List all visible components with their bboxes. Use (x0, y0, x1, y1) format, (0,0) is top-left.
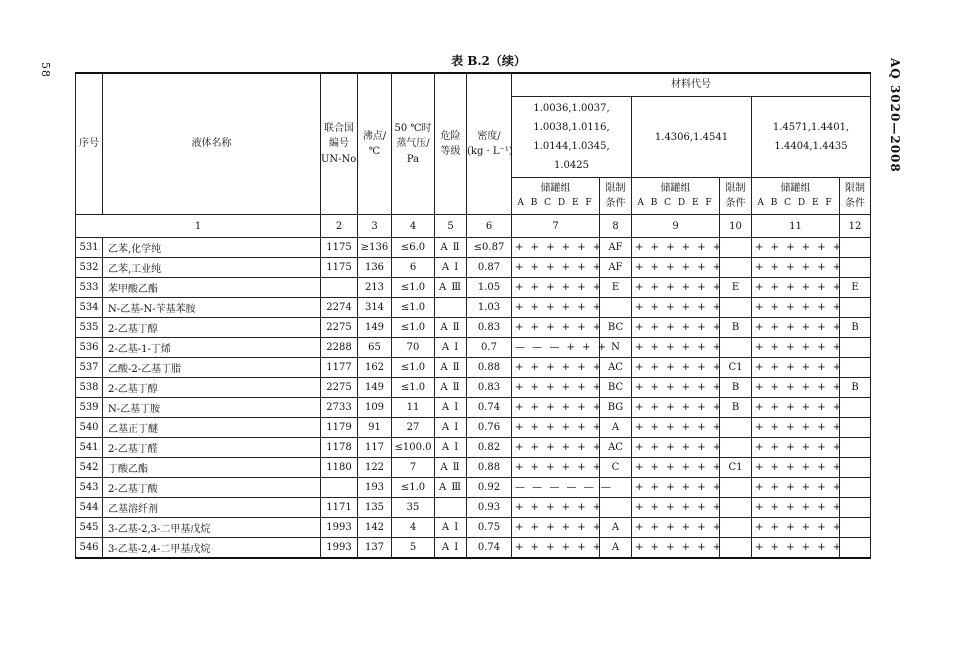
table-row (76, 238, 871, 258)
tank-group-2-ratings: + + + + + + (632, 338, 720, 358)
tank-group-3-ratings: + + + + + + (752, 478, 840, 498)
liquid-name: 苯甲酸乙酯 (103, 278, 321, 298)
limit-condition-1 (600, 498, 632, 518)
tank-group-1-ratings: + + + + + + (512, 258, 600, 278)
tank-group-2-ratings: + + + + + + (632, 518, 720, 538)
liquid-name: 3-乙基-2,3-二甲基戊烷 (103, 518, 321, 538)
liquid-name: 2-乙基丁酸 (103, 478, 321, 498)
limit-condition-2 (720, 258, 752, 278)
density: 0.88 (467, 458, 512, 478)
column-number: 5 (435, 215, 467, 238)
boiling-point: 162 (358, 358, 392, 378)
row-number: 532 (76, 258, 103, 278)
tank-group-2-ratings: + + + + + + (632, 478, 720, 498)
limit-condition-2 (720, 498, 752, 518)
limit-condition-2: C1 (720, 458, 752, 478)
limit-condition-2 (720, 238, 752, 258)
un-number: 1993 (321, 538, 358, 559)
table-row (76, 258, 871, 278)
density: 0.92 (467, 478, 512, 498)
limit-condition-2 (720, 298, 752, 318)
column-number: 9 (632, 215, 720, 238)
limit-condition-1: AC (600, 358, 632, 378)
tank-group-1-ratings: + + + + + + (512, 298, 600, 318)
limit-condition-3 (840, 518, 871, 538)
limit-condition-3 (840, 458, 871, 478)
column-number-row (76, 215, 871, 238)
vapor-pressure: ≤1.0 (392, 298, 435, 318)
liquid-name: 乙苯,化学纯 (103, 238, 321, 258)
column-number: 3 (358, 215, 392, 238)
vapor-pressure: ≤1.0 (392, 358, 435, 378)
column-number: 6 (467, 215, 512, 238)
header-seq: 序号 (76, 73, 103, 215)
limit-condition-3 (840, 418, 871, 438)
header-tank-group-3: 储罐组 A B C D E F (752, 178, 840, 215)
table-row (76, 478, 871, 498)
tank-group-2-ratings: + + + + + + (632, 538, 720, 559)
row-number: 540 (76, 418, 103, 438)
boiling-point: 117 (358, 438, 392, 458)
column-number: 1 (76, 215, 321, 238)
hazard-class: A Ⅲ (435, 278, 467, 298)
limit-condition-2 (720, 518, 752, 538)
limit-condition-3 (840, 498, 871, 518)
column-number: 10 (720, 215, 752, 238)
limit-condition-3 (840, 438, 871, 458)
tank-group-3-ratings: + + + + + + (752, 418, 840, 438)
limit-condition-1: A (600, 418, 632, 438)
tank-group-3-ratings: + + + + + + (752, 318, 840, 338)
row-number: 546 (76, 538, 103, 559)
table-row (76, 358, 871, 378)
tank-group-3-ratings: + + + + + + (752, 498, 840, 518)
vapor-pressure: ≤1.0 (392, 318, 435, 338)
limit-condition-2: E (720, 278, 752, 298)
table-row (76, 458, 871, 478)
row-number: 544 (76, 498, 103, 518)
un-number: 2275 (321, 378, 358, 398)
tank-group-2-ratings: + + + + + + (632, 238, 720, 258)
tank-group-2-ratings: + + + + + + (632, 378, 720, 398)
vapor-pressure: ≤1.0 (392, 278, 435, 298)
vapor-pressure: 6 (392, 258, 435, 278)
vapor-pressure: ≤1.0 (392, 378, 435, 398)
density: 0.93 (467, 498, 512, 518)
tank-group-1-ratings: + + + + + + (512, 538, 600, 559)
tank-group-1-ratings: — — — — — — (512, 478, 600, 498)
table-row (76, 338, 871, 358)
row-number: 538 (76, 378, 103, 398)
liquid-name: 3-乙基-2,4-二甲基戊烷 (103, 538, 321, 559)
liquid-material-table (75, 72, 871, 559)
table-body (76, 238, 871, 559)
table-row (76, 498, 871, 518)
limit-condition-3: B (840, 318, 871, 338)
liquid-name: 2-乙基-1-丁烯 (103, 338, 321, 358)
un-number: 1171 (321, 498, 358, 518)
density: 0.74 (467, 398, 512, 418)
vapor-pressure: 4 (392, 518, 435, 538)
vapor-pressure: 5 (392, 538, 435, 559)
density: 0.87 (467, 258, 512, 278)
hazard-class (435, 498, 467, 518)
un-number: 1180 (321, 458, 358, 478)
header-boiling-point: 沸点/ ℃ (358, 73, 392, 215)
tank-group-3-ratings: + + + + + + (752, 258, 840, 278)
un-number: 1178 (321, 438, 358, 458)
limit-condition-3 (840, 358, 871, 378)
limit-condition-1: BC (600, 378, 632, 398)
limit-condition-1: BG (600, 398, 632, 418)
un-number (321, 278, 358, 298)
standard-code: AQ 3020—2008 (888, 58, 902, 173)
page-number: 58 (39, 62, 52, 78)
hazard-class: A Ⅲ (435, 478, 467, 498)
hazard-class (435, 298, 467, 318)
boiling-point: 109 (358, 398, 392, 418)
boiling-point: 149 (358, 318, 392, 338)
tank-group-1-ratings: + + + + + + (512, 278, 600, 298)
limit-condition-2 (720, 338, 752, 358)
un-number: 2288 (321, 338, 358, 358)
hazard-class: A Ⅰ (435, 518, 467, 538)
density: 0.76 (467, 418, 512, 438)
tank-group-1-ratings: + + + + + + (512, 238, 600, 258)
limit-condition-2 (720, 418, 752, 438)
density: 0.75 (467, 518, 512, 538)
liquid-name: 丁酸乙酯 (103, 458, 321, 478)
header-name: 液体名称 (103, 73, 321, 215)
tank-group-1-ratings: + + + + + + (512, 398, 600, 418)
limit-condition-3 (840, 338, 871, 358)
tank-group-3-ratings: + + + + + + (752, 458, 840, 478)
limit-condition-1: E (600, 278, 632, 298)
limit-condition-1: BC (600, 318, 632, 338)
liquid-name: 2-乙基丁醛 (103, 438, 321, 458)
hazard-class: A Ⅱ (435, 238, 467, 258)
boiling-point: 122 (358, 458, 392, 478)
table-row (76, 318, 871, 338)
boiling-point: ≥136 (358, 238, 392, 258)
limit-condition-3 (840, 298, 871, 318)
vapor-pressure: ≤100.0 (392, 438, 435, 458)
boiling-point: 149 (358, 378, 392, 398)
header-material-group-1: 1.0036,1.0037, 1.0038,1.0116, 1.0144,1.0345, 1.0425 (512, 97, 632, 178)
liquid-name: 乙基溶纤剂 (103, 498, 321, 518)
limit-condition-3 (840, 398, 871, 418)
tank-group-1-ratings: + + + + + + (512, 498, 600, 518)
header-material-group-3: 1.4571,1.4401, 1.4404,1.4435 (752, 97, 871, 178)
vapor-pressure: ≤1.0 (392, 478, 435, 498)
tank-group-3-ratings: + + + + + + (752, 238, 840, 258)
row-number: 541 (76, 438, 103, 458)
limit-condition-1: AC (600, 438, 632, 458)
limit-condition-1: C (600, 458, 632, 478)
row-number: 539 (76, 398, 103, 418)
un-number: 2274 (321, 298, 358, 318)
boiling-point: 137 (358, 538, 392, 559)
tank-group-1-ratings: + + + + + + (512, 318, 600, 338)
tank-group-3-ratings: + + + + + + (752, 518, 840, 538)
un-number: 1175 (321, 258, 358, 278)
hazard-class: A Ⅰ (435, 538, 467, 559)
column-number: 2 (321, 215, 358, 238)
tank-group-1-ratings: + + + + + + (512, 458, 600, 478)
boiling-point: 135 (358, 498, 392, 518)
header-tank-group-1: 储罐组 A B C D E F (512, 178, 600, 215)
header-limit-1: 限制 条件 (600, 178, 632, 215)
table-row (76, 378, 871, 398)
limit-condition-2 (720, 538, 752, 559)
header-hazard-class: 危险 等级 (435, 73, 467, 215)
tank-group-3-ratings: + + + + + + (752, 398, 840, 418)
boiling-point: 142 (358, 518, 392, 538)
tank-group-3-ratings: + + + + + + (752, 298, 840, 318)
limit-condition-1: N (600, 338, 632, 358)
liquid-name: 乙基正丁醚 (103, 418, 321, 438)
boiling-point: 91 (358, 418, 392, 438)
hazard-class: A Ⅰ (435, 338, 467, 358)
hazard-class: A Ⅰ (435, 398, 467, 418)
tank-group-3-ratings: + + + + + + (752, 358, 840, 378)
hazard-class: A Ⅱ (435, 318, 467, 338)
density: 0.82 (467, 438, 512, 458)
column-number: 4 (392, 215, 435, 238)
tank-group-2-ratings: + + + + + + (632, 278, 720, 298)
table-row (76, 398, 871, 418)
boiling-point: 193 (358, 478, 392, 498)
header-material-code: 材料代号 (512, 73, 871, 97)
limit-condition-2: B (720, 398, 752, 418)
tank-group-2-ratings: + + + + + + (632, 258, 720, 278)
density: ≤0.87 (467, 238, 512, 258)
tank-group-2-ratings: + + + + + + (632, 398, 720, 418)
table-row (76, 298, 871, 318)
vapor-pressure: 7 (392, 458, 435, 478)
hazard-class: A Ⅱ (435, 378, 467, 398)
liquid-name: N-乙基丁胺 (103, 398, 321, 418)
tank-group-3-ratings: + + + + + + (752, 278, 840, 298)
un-number: 1177 (321, 358, 358, 378)
boiling-point: 65 (358, 338, 392, 358)
tank-group-2-ratings: + + + + + + (632, 418, 720, 438)
limit-condition-3 (840, 538, 871, 559)
table-row (76, 538, 871, 559)
liquid-name: 2-乙基丁醇 (103, 318, 321, 338)
table-title: 表 B.2（续） (451, 54, 526, 68)
vapor-pressure: 35 (392, 498, 435, 518)
density: 0.88 (467, 358, 512, 378)
row-number: 535 (76, 318, 103, 338)
tank-group-1-ratings: + + + + + + (512, 418, 600, 438)
density: 1.03 (467, 298, 512, 318)
liquid-name: 2-乙基丁醇 (103, 378, 321, 398)
row-number: 534 (76, 298, 103, 318)
column-number: 8 (600, 215, 632, 238)
tank-group-2-ratings: + + + + + + (632, 438, 720, 458)
hazard-class: A Ⅰ (435, 258, 467, 278)
un-number: 1993 (321, 518, 358, 538)
liquid-name: 乙苯,工业纯 (103, 258, 321, 278)
limit-condition-3 (840, 478, 871, 498)
row-number: 531 (76, 238, 103, 258)
column-number: 11 (752, 215, 840, 238)
limit-condition-1: AF (600, 238, 632, 258)
density: 0.7 (467, 338, 512, 358)
density: 0.83 (467, 378, 512, 398)
hazard-class: A Ⅱ (435, 458, 467, 478)
tank-group-2-ratings: + + + + + + (632, 298, 720, 318)
density: 0.74 (467, 538, 512, 559)
boiling-point: 136 (358, 258, 392, 278)
vapor-pressure: 70 (392, 338, 435, 358)
header-limit-3: 限制 条件 (840, 178, 871, 215)
tank-group-1-ratings: + + + + + + (512, 378, 600, 398)
hazard-class: A Ⅰ (435, 438, 467, 458)
limit-condition-2: B (720, 318, 752, 338)
tank-group-1-ratings: — — — + + + (512, 338, 600, 358)
table-row (76, 518, 871, 538)
limit-condition-1 (600, 298, 632, 318)
limit-condition-3 (840, 258, 871, 278)
row-number: 536 (76, 338, 103, 358)
header-density: 密度/ (kg · L⁻¹) (467, 73, 512, 215)
tank-group-3-ratings: + + + + + + (752, 378, 840, 398)
vapor-pressure: 11 (392, 398, 435, 418)
liquid-name: 乙酸-2-乙基丁脂 (103, 358, 321, 378)
tank-group-3-ratings: + + + + + + (752, 438, 840, 458)
tank-group-2-ratings: + + + + + + (632, 458, 720, 478)
tank-group-2-ratings: + + + + + + (632, 498, 720, 518)
tank-group-2-ratings: + + + + + + (632, 358, 720, 378)
liquid-name: N-乙基-N-苄基苯胺 (103, 298, 321, 318)
column-number: 7 (512, 215, 600, 238)
limit-condition-3: B (840, 378, 871, 398)
density: 1.05 (467, 278, 512, 298)
table-row (76, 418, 871, 438)
column-number: 12 (840, 215, 871, 238)
header-tank-group-2: 储罐组 A B C D E F (632, 178, 720, 215)
row-number: 533 (76, 278, 103, 298)
header-material-group-2: 1.4306,1.4541 (632, 97, 752, 178)
un-number: 1175 (321, 238, 358, 258)
un-number: 2733 (321, 398, 358, 418)
limit-condition-3 (840, 238, 871, 258)
tank-group-2-ratings: + + + + + + (632, 318, 720, 338)
un-number (321, 478, 358, 498)
limit-condition-2 (720, 438, 752, 458)
header-un-number: 联合国 编号 UN-No. (321, 73, 358, 215)
table-row (76, 438, 871, 458)
limit-condition-2 (720, 478, 752, 498)
table-row (76, 278, 871, 298)
limit-condition-1: AF (600, 258, 632, 278)
hazard-class: A Ⅱ (435, 358, 467, 378)
limit-condition-1: A (600, 538, 632, 559)
tank-group-1-ratings: + + + + + + (512, 438, 600, 458)
row-number: 542 (76, 458, 103, 478)
header-vapor-pressure: 50 ℃时 蒸气压/ Pa (392, 73, 435, 215)
vapor-pressure: ≤6.0 (392, 238, 435, 258)
density: 0.83 (467, 318, 512, 338)
hazard-class: A Ⅰ (435, 418, 467, 438)
tank-group-1-ratings: + + + + + + (512, 358, 600, 378)
tank-group-3-ratings: + + + + + + (752, 338, 840, 358)
vapor-pressure: 27 (392, 418, 435, 438)
limit-condition-3: E (840, 278, 871, 298)
un-number: 1179 (321, 418, 358, 438)
limit-condition-1: A (600, 518, 632, 538)
row-number: 543 (76, 478, 103, 498)
limit-condition-2: B (720, 378, 752, 398)
boiling-point: 314 (358, 298, 392, 318)
header-limit-2: 限制 条件 (720, 178, 752, 215)
tank-group-1-ratings: + + + + + + (512, 518, 600, 538)
row-number: 545 (76, 518, 103, 538)
un-number: 2275 (321, 318, 358, 338)
boiling-point: 213 (358, 278, 392, 298)
tank-group-3-ratings: + + + + + + (752, 538, 840, 559)
limit-condition-2: C1 (720, 358, 752, 378)
row-number: 537 (76, 358, 103, 378)
